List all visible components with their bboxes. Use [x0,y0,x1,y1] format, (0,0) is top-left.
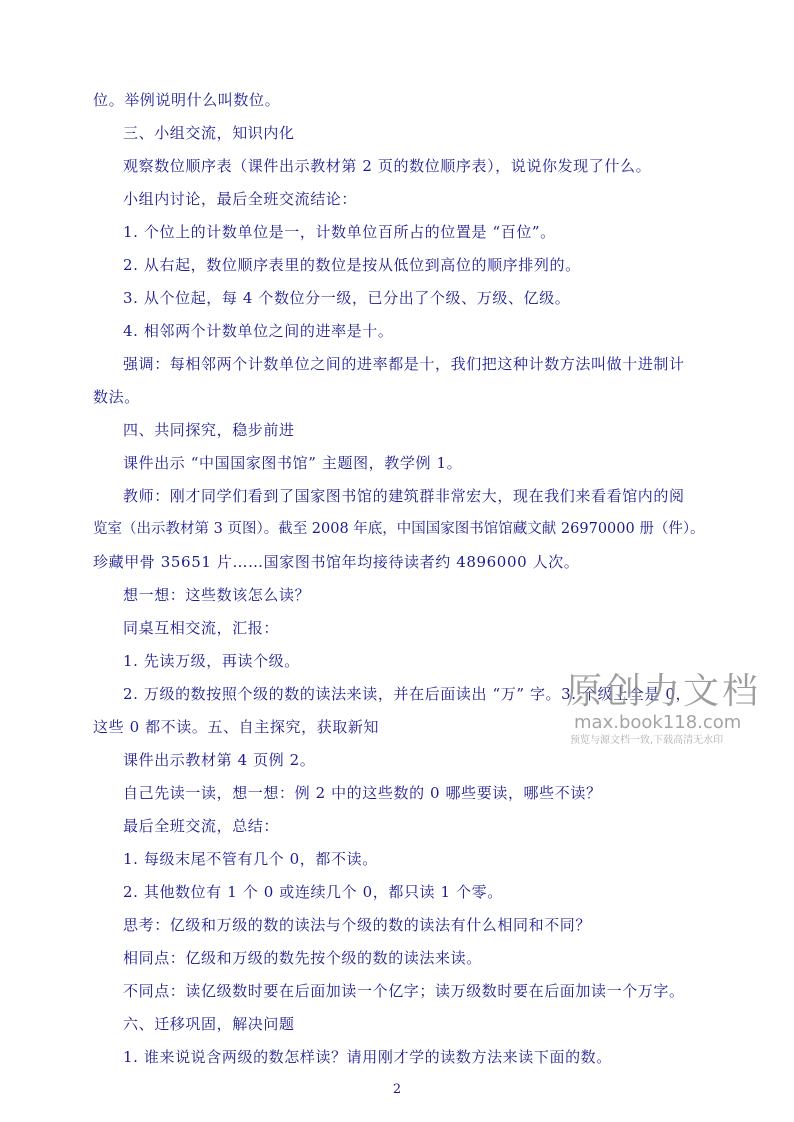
text-line: 想一想：这些数该怎么读？ [123,586,311,604]
text-line: 同桌互相交流，汇报： [123,619,280,637]
text-line: 数法。 [93,388,140,406]
text-line: 思考：亿级和万级的数的读法与个级的数的读法有什么相同和不同？ [123,916,592,934]
text-line: 这些 0 都不读。五、自主探究，获取新知 [93,718,380,736]
list-item: 1. 每级末尾不管有几个 0，都不读。 [123,850,378,868]
text-line: 观察数位顺序表（课件出示教材第 2 页的数位顺序表），说说你发现了什么。 [123,157,652,175]
section-heading: 六、迁移巩固，解决问题 [123,1015,295,1033]
list-item: 2. 万级的数按照个级的数的读法来读，并在后面读出 “万” 字。3. 个级上全是 0， [123,685,692,703]
list-item: 1. 个位上的计数单位是一，计数单位百所占的位置是 “百位”。 [123,223,556,241]
list-item: 2. 其他数位有 1 个 0 或连续几个 0，都只读 1 个零。 [123,883,503,901]
section-heading: 三、小组交流，知识内化 [123,124,295,142]
text-line: 教师：刚才同学们看到了国家图书馆的建筑群非常宏大，现在我们来看看馆内的阅 [123,487,685,505]
list-item: 1. 先读万级，再读个级。 [123,652,300,670]
watermark-subtitle: 预览与源文档一致,下载高清无水印 [570,735,724,746]
list-item: 4. 相邻两个计数单位之间的进率是十。 [123,322,394,340]
section-heading: 四、共同探究，稳步前进 [123,421,295,439]
text-line: 珍藏甲骨 35651 片……国家图书馆年均接待读者约 4896000 人次。 [93,553,580,571]
text-line: 小组内讨论，最后全班交流结论： [123,190,358,208]
text-line: 最后全班交流，总结： [123,817,280,835]
text-line: 览室（出示教材第 3 页图）。截至 2008 年底，中国国家图书馆馆藏文献 26970000 册（件）。 [93,521,705,537]
text-line: 不同点：读亿级数时要在后面加读一个亿字；读万级数时要在后面加读一个万字。 [123,982,685,1000]
watermark [566,672,786,748]
list-item: 3. 从个位起，每 4 个数位分一级，已分出了个级、万级、亿级。 [123,289,571,307]
text-line: 位。举例说明什么叫数位。 [93,91,281,109]
text-line: 强调：每相邻两个计数单位之间的进率都是十，我们把这种计数方法叫做十进制计 [123,355,685,373]
watermark-url: max.book118.com [574,712,742,733]
text-line: 课件出示 “中国国家图书馆” 主题图，教学例 1。 [123,454,463,472]
text-line: 相同点：亿级和万级的数先按个级的数的读法来读。 [123,949,482,967]
text-line: 课件出示教材第 4 页例 2。 [123,751,316,769]
text-line: 自己先读一读，想一想：例 2 中的这些数的 0 哪些要读，哪些不读？ [123,784,602,802]
list-item: 2. 从右起，数位顺序表里的数位是按从低位到高位的顺序排列的。 [123,256,581,274]
watermark-title: 原创力文档 [566,671,762,712]
list-item: 1. 谁来说说含两级的数怎样读？请用刚才学的读数方法来读下面的数。 [123,1048,612,1066]
page-number: 2 [392,1082,402,1097]
